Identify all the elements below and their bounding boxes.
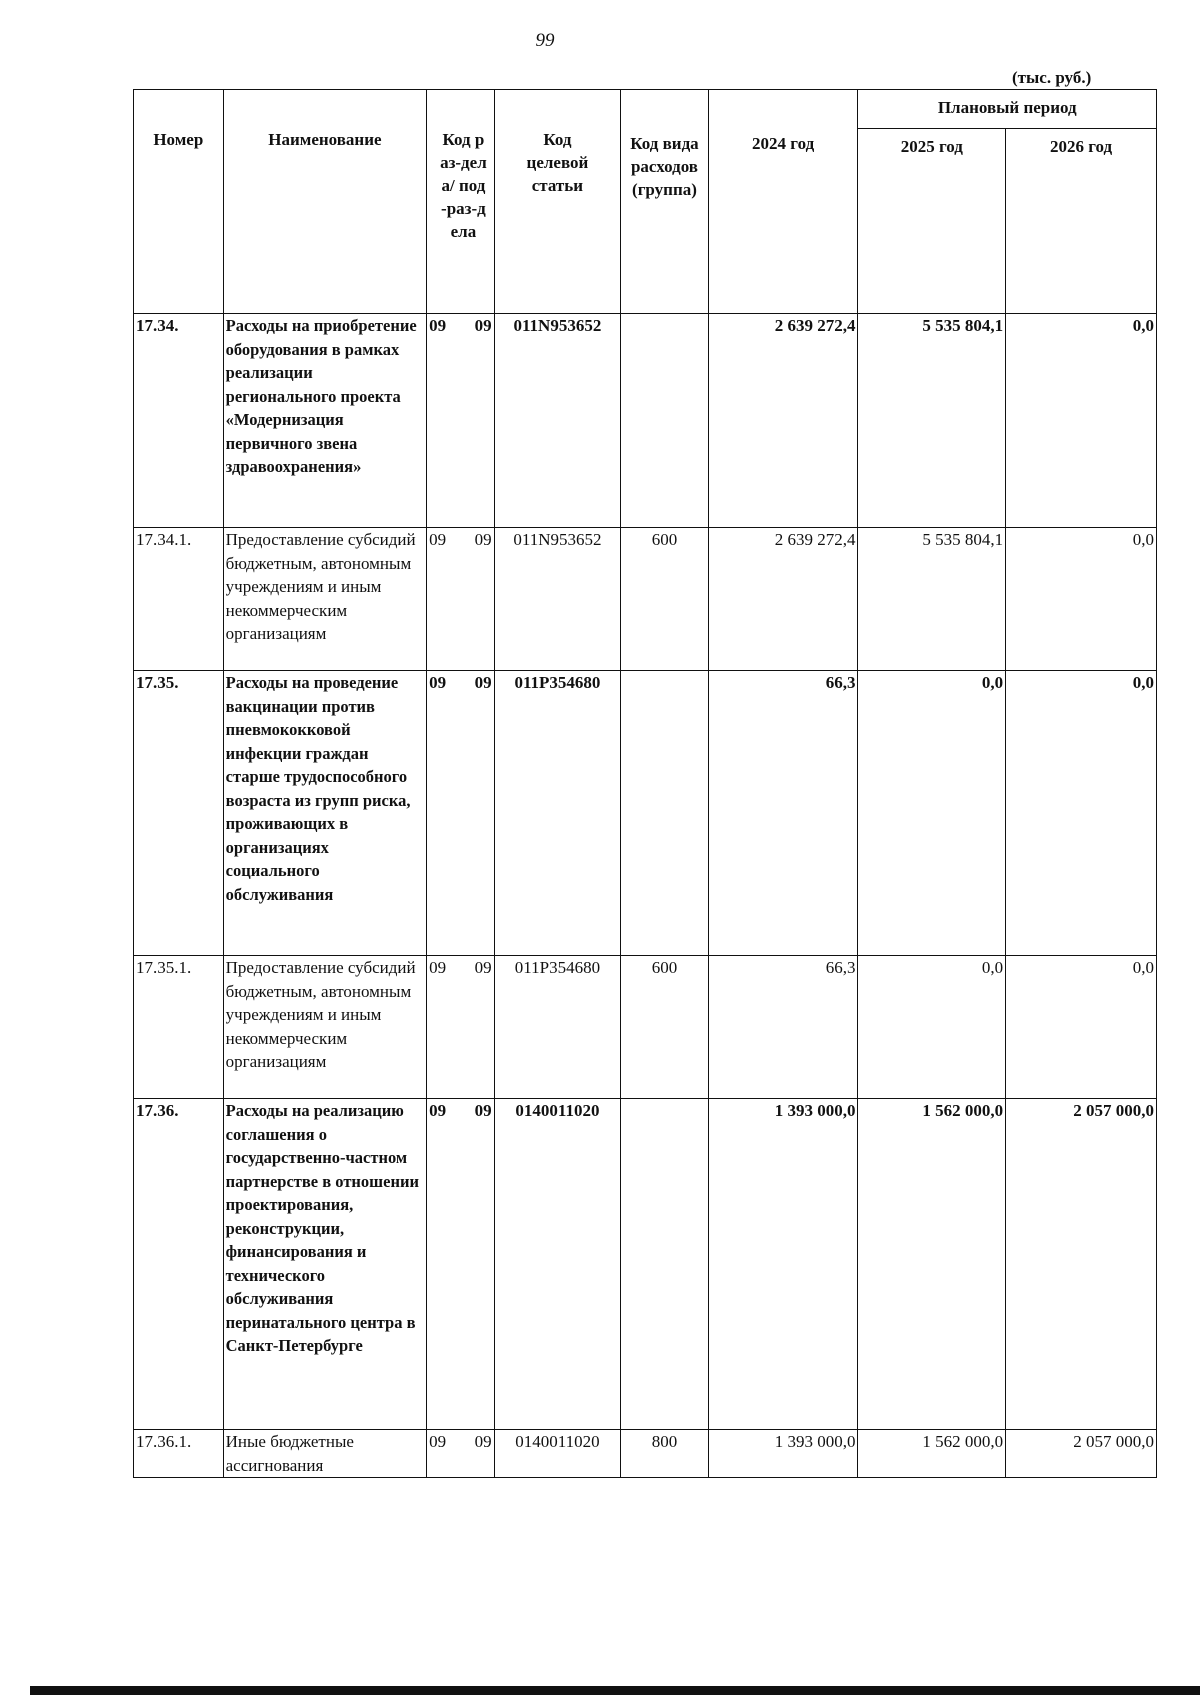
row-amount-2025: 0,0 [858,956,1006,1099]
row-amount-2024: 1 393 000,0 [708,1099,858,1430]
row-section-code: 09 [429,1101,447,1120]
row-target: 0140011020 [494,1099,621,1430]
table-row [134,671,1157,956]
row-section [427,671,494,956]
row-subsection-code: 09 [474,316,492,335]
row-section [427,1099,494,1430]
row-number: 17.34.1. [134,528,224,671]
row-section-code: 09 [429,958,447,977]
header-number: Номер [134,90,224,314]
row-section-code: 09 [429,1432,447,1451]
header-section: Код раз-дела/ под-раз-дела [427,90,494,314]
header-target: Код целевой статьи [494,90,621,314]
row-amount-2025: 1 562 000,0 [858,1430,1006,1478]
row-amount-2025: 5 535 804,1 [858,528,1006,671]
header-name: Наименование [223,90,427,314]
units-label: (тыс. руб.) [1012,68,1092,87]
header-plan-period: Плановый период [858,90,1157,129]
row-target: 0140011020 [494,1430,621,1478]
row-amount-2024: 2 639 272,4 [708,314,858,528]
scan-edge-bar [30,1686,1200,1695]
row-number: 17.36.1. [134,1430,224,1478]
row-target: 011P354680 [494,956,621,1099]
row-subsection-code: 09 [474,530,492,549]
row-number: 17.35.1. [134,956,224,1099]
page-number: 99 [535,30,555,51]
row-amount-2024: 66,3 [708,671,858,956]
row-target: 011N953652 [494,528,621,671]
row-name: Расходы на приобретение оборудования в рамках реализации регионального проекта «Модернизация первичного звена здравоохранения» [223,314,427,528]
row-number: 17.34. [134,314,224,528]
row-section [427,1430,494,1478]
row-amount-2024: 66,3 [708,956,858,1099]
row-target: 011P354680 [494,671,621,956]
row-subsection-code: 09 [474,1432,492,1451]
row-amount-2025: 5 535 804,1 [858,314,1006,528]
header-2026: 2026 год [1006,129,1157,314]
table-row [134,1430,1157,1478]
header-expense-type: Код вида расходов (группа) [621,90,709,314]
header-2025: 2025 год [858,129,1006,314]
table-row [134,956,1157,1099]
row-amount-2026: 0,0 [1006,314,1157,528]
table-row [134,528,1157,671]
row-expense-type: 600 [621,956,709,1099]
row-name: Предоставление субсидий бюджетным, автономным учреждениям и иным некоммерческим организациям [223,956,427,1099]
row-section [427,956,494,1099]
header-2024: 2024 год [708,90,858,314]
row-amount-2024: 2 639 272,4 [708,528,858,671]
row-amount-2026: 2 057 000,0 [1006,1430,1157,1478]
row-amount-2026: 0,0 [1006,671,1157,956]
row-subsection-code: 09 [474,1101,492,1120]
row-amount-2026: 2 057 000,0 [1006,1099,1157,1430]
row-section-code: 09 [429,673,447,692]
row-expense-type [621,314,709,528]
row-amount-2024: 1 393 000,0 [708,1430,858,1478]
row-name: Расходы на реализацию соглашения о государственно-частном партнерстве в отношении проектирования, реконструкции, финансирования и технического обслуживания перинатального центра в Санкт-Петербурге [223,1099,427,1430]
row-amount-2025: 0,0 [858,671,1006,956]
row-expense-type [621,1099,709,1430]
row-amount-2025: 1 562 000,0 [858,1099,1006,1430]
row-section [427,314,494,528]
row-name: Расходы на проведение вакцинации против пневмококковой инфекции граждан старше трудоспособного возраста из групп риска, проживающих в организациях социального обслуживания [223,671,427,956]
row-section-code: 09 [429,316,447,335]
table-row [134,1099,1157,1430]
header-row-top [134,90,1157,129]
table-row [134,314,1157,528]
row-subsection-code: 09 [474,958,492,977]
row-subsection-code: 09 [474,673,492,692]
row-expense-type [621,671,709,956]
row-expense-type: 800 [621,1430,709,1478]
row-amount-2026: 0,0 [1006,956,1157,1099]
row-section-code: 09 [429,530,447,549]
row-number: 17.36. [134,1099,224,1430]
row-name: Иные бюджетные ассигнования [223,1430,427,1478]
row-name: Предоставление субсидий бюджетным, автономным учреждениям и иным некоммерческим организациям [223,528,427,671]
row-expense-type: 600 [621,528,709,671]
row-section [427,528,494,671]
row-amount-2026: 0,0 [1006,528,1157,671]
budget-table [133,89,1157,1478]
row-target: 011N953652 [494,314,621,528]
row-number: 17.35. [134,671,224,956]
